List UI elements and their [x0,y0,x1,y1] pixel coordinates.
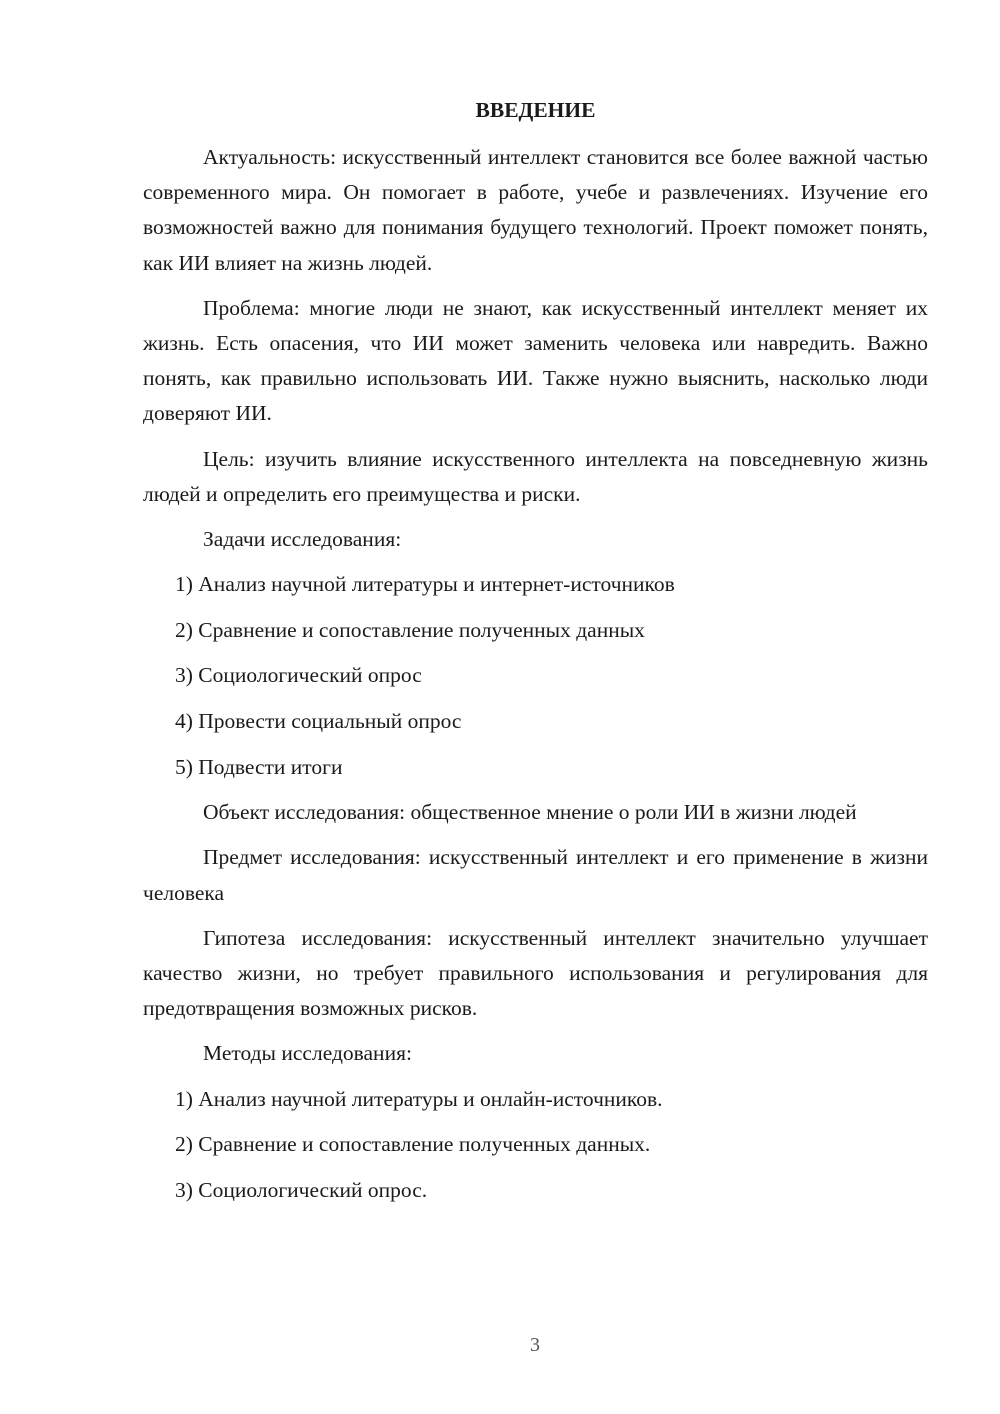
list-item: 5) Подвести итоги [175,754,343,779]
methods-list [143,1082,928,1208]
subject-paragraph: Предмет исследования: искусственный интеллект и его применение в жизни человека [143,845,928,905]
document-title: ВВЕДЕНИЕ [475,98,596,122]
list-item: 1) Анализ научной литературы и онлайн-источников. [175,1086,663,1111]
problem-paragraph: Проблема: многие люди не знают, как искусственный интеллект меняет их жизнь. Есть опасения, что ИИ может заменить человека или навредить. Важно понять, как правильно использовать ИИ. Также нужно выяснить, насколько люди доверяют ИИ. [143,295,928,426]
page-number: 3 [530,1334,540,1356]
object-paragraph: Объект исследования: общественное мнение о роли ИИ в жизни людей [203,800,857,825]
hypothesis-paragraph: Гипотеза исследования: искусственный интеллект значительно улучшает качество жизни, но требует правильного использования и регулирования для предотвращения возможных рисков. [143,925,928,1021]
list-item: 2) Сравнение и сопоставление полученных данных [175,617,645,642]
tasks-list [143,567,928,785]
relevance-paragraph: Актуальность: искусственный интеллект становится все более важной частью современного мира. Он помогает в работе, учебе и развлечениях. Изучение его возможностей важно для понимания будущего технологий. Проект поможет понять, как ИИ влияет на жизнь людей. [143,145,928,275]
list-item: 2) Сравнение и сопоставление полученных данных. [175,1132,651,1157]
goal-paragraph: Цель: изучить влияние искусственного интеллекта на повседневную жизнь людей и определить его преимущества и риски. [143,446,928,506]
tasks-heading: Задачи исследования: [203,527,402,552]
document-page [143,93,928,1218]
list-item: 3) Социологический опрос. [175,1177,428,1202]
methods-heading: Методы исследования: [203,1041,412,1066]
list-item: 1) Анализ научной литературы и интернет-источников [175,572,675,597]
list-item: 3) Социологический опрос [175,663,422,688]
list-item: 4) Провести социальный опрос [175,709,462,734]
